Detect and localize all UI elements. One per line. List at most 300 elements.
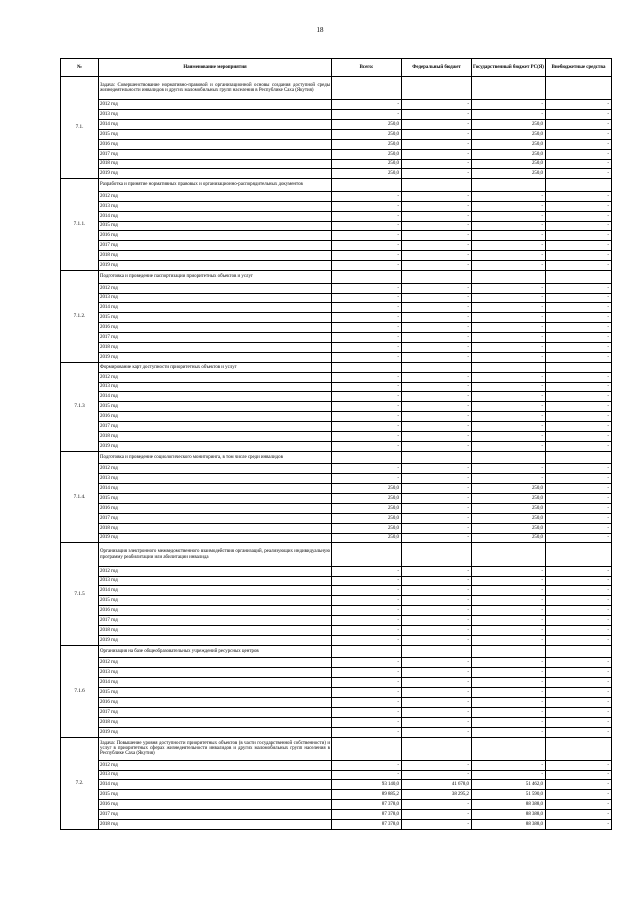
table-row (61, 800, 612, 810)
year-cell: 2016 год (99, 606, 332, 616)
empty-cell (402, 451, 472, 464)
extra-cell: - (546, 342, 612, 352)
state-cell: - (472, 626, 546, 636)
total-cell: - (332, 191, 402, 201)
total-cell: 250,0 (332, 149, 402, 159)
table-row (61, 402, 612, 412)
federal-cell: - (402, 474, 472, 484)
year-cell: 2015 год (99, 221, 332, 231)
federal-cell: - (402, 596, 472, 606)
year-cell: 2015 год (99, 790, 332, 800)
total-cell: - (332, 464, 402, 474)
federal-cell: - (402, 668, 472, 678)
state-cell: - (472, 392, 546, 402)
table-row (61, 770, 612, 780)
extra-cell: - (546, 727, 612, 737)
federal-cell: - (402, 241, 472, 251)
total-cell: - (332, 372, 402, 382)
year-cell: 2018 год (99, 342, 332, 352)
total-cell: 250,0 (332, 484, 402, 494)
empty-cell (332, 77, 402, 100)
section-title-row (61, 77, 612, 100)
total-cell: 250,0 (332, 139, 402, 149)
total-cell: 93 140,0 (332, 780, 402, 790)
year-cell: 2012 год (99, 760, 332, 770)
total-cell: - (332, 717, 402, 727)
table-row (61, 372, 612, 382)
year-cell: 2018 год (99, 251, 332, 261)
state-cell: 51 590,0 (472, 790, 546, 800)
extra-cell: - (546, 431, 612, 441)
empty-cell (402, 271, 472, 284)
extra-cell: - (546, 616, 612, 626)
federal-cell: - (402, 626, 472, 636)
year-cell: 2013 год (99, 576, 332, 586)
extra-cell: - (546, 352, 612, 362)
total-cell: - (332, 431, 402, 441)
extra-cell: - (546, 688, 612, 698)
table-row (61, 635, 612, 645)
table-row (61, 576, 612, 586)
total-cell: - (332, 760, 402, 770)
extra-cell: - (546, 697, 612, 707)
year-cell: 2015 год (99, 402, 332, 412)
state-cell: 250,0 (472, 169, 546, 179)
federal-cell: - (402, 717, 472, 727)
total-cell: - (332, 402, 402, 412)
year-cell: 2015 год (99, 688, 332, 698)
empty-cell (332, 737, 402, 760)
year-cell: 2014 год (99, 780, 332, 790)
state-cell: 250,0 (472, 149, 546, 159)
year-cell: 2017 год (99, 333, 332, 343)
year-cell: 2018 год (99, 626, 332, 636)
total-cell: - (332, 333, 402, 343)
extra-cell: - (546, 820, 612, 830)
table-row (61, 100, 612, 110)
state-cell: 250,0 (472, 533, 546, 543)
total-cell: - (332, 303, 402, 313)
total-cell: - (332, 697, 402, 707)
extra-cell: - (546, 586, 612, 596)
federal-cell: - (402, 422, 472, 432)
extra-cell: - (546, 780, 612, 790)
section-title-row (61, 543, 612, 566)
state-cell: 88 388,0 (472, 810, 546, 820)
extra-cell: - (546, 221, 612, 231)
year-cell: 2015 год (99, 494, 332, 504)
year-cell: 2017 год (99, 616, 332, 626)
table-row (61, 201, 612, 211)
federal-cell: - (402, 760, 472, 770)
state-cell: - (472, 412, 546, 422)
total-cell: - (332, 616, 402, 626)
federal-cell: - (402, 323, 472, 333)
state-cell: - (472, 576, 546, 586)
state-cell: - (472, 697, 546, 707)
section-title-row (61, 362, 612, 372)
state-cell: - (472, 231, 546, 241)
state-cell: 51 462,0 (472, 780, 546, 790)
state-cell: 250,0 (472, 513, 546, 523)
empty-cell (472, 362, 546, 372)
year-cell: 2017 год (99, 810, 332, 820)
state-cell: 250,0 (472, 139, 546, 149)
table-row (61, 717, 612, 727)
empty-cell (472, 737, 546, 760)
state-cell: - (472, 402, 546, 412)
year-cell: 2014 год (99, 211, 332, 221)
extra-cell: - (546, 707, 612, 717)
empty-cell (402, 77, 472, 100)
extra-cell: - (546, 372, 612, 382)
total-cell: - (332, 635, 402, 645)
state-cell: - (472, 211, 546, 221)
state-cell: - (472, 606, 546, 616)
total-cell: - (332, 382, 402, 392)
total-cell: - (332, 441, 402, 451)
total-cell: - (332, 688, 402, 698)
federal-cell: - (402, 658, 472, 668)
state-cell: - (472, 658, 546, 668)
federal-cell: - (402, 464, 472, 474)
empty-cell (472, 179, 546, 192)
state-cell: - (472, 283, 546, 293)
empty-cell (546, 451, 612, 464)
extra-cell: - (546, 441, 612, 451)
total-cell: - (332, 110, 402, 120)
federal-cell: - (402, 441, 472, 451)
total-cell: - (332, 422, 402, 432)
section-number: 7.2. (61, 737, 99, 829)
table-row (61, 464, 612, 474)
empty-cell (546, 179, 612, 192)
table-row (61, 303, 612, 313)
total-cell: 89 885,2 (332, 790, 402, 800)
extra-cell: - (546, 422, 612, 432)
year-cell: 2013 год (99, 201, 332, 211)
total-cell: - (332, 668, 402, 678)
federal-cell: - (402, 129, 472, 139)
table-row (61, 129, 612, 139)
table-row (61, 342, 612, 352)
empty-cell (332, 362, 402, 372)
year-cell: 2016 год (99, 139, 332, 149)
table-row (61, 513, 612, 523)
year-cell: 2015 год (99, 596, 332, 606)
state-cell: - (472, 342, 546, 352)
total-cell: - (332, 586, 402, 596)
federal-cell: - (402, 251, 472, 261)
table-row (61, 697, 612, 707)
state-cell: - (472, 352, 546, 362)
header-no: № (61, 59, 99, 77)
total-cell: - (332, 412, 402, 422)
table-row (61, 261, 612, 271)
year-cell: 2012 год (99, 464, 332, 474)
extra-cell: - (546, 251, 612, 261)
year-cell: 2013 год (99, 770, 332, 780)
table-row (61, 566, 612, 576)
year-cell: 2014 год (99, 678, 332, 688)
extra-cell: - (546, 717, 612, 727)
total-cell: - (332, 201, 402, 211)
state-cell: 250,0 (472, 129, 546, 139)
federal-cell: - (402, 313, 472, 323)
year-cell: 2013 год (99, 293, 332, 303)
table-row (61, 820, 612, 830)
header-federal: Федеральный бюджет (402, 59, 472, 77)
federal-cell: 41 678,0 (402, 780, 472, 790)
state-cell: - (472, 566, 546, 576)
federal-cell: - (402, 211, 472, 221)
year-cell: 2017 год (99, 513, 332, 523)
header-state: Государственный бюджет РС(Я) (472, 59, 546, 77)
extra-cell: - (546, 313, 612, 323)
extra-cell: - (546, 283, 612, 293)
federal-cell: - (402, 352, 472, 362)
year-cell: 2013 год (99, 668, 332, 678)
table-row (61, 241, 612, 251)
section-title: Организация на базе общеобразовательных учреждений ресурсных центров (99, 645, 332, 658)
year-cell: 2016 год (99, 503, 332, 513)
section-title-row (61, 271, 612, 284)
total-cell: - (332, 261, 402, 271)
total-cell: - (332, 606, 402, 616)
extra-cell: - (546, 626, 612, 636)
state-cell: - (472, 464, 546, 474)
total-cell: - (332, 313, 402, 323)
extra-cell: - (546, 201, 612, 211)
table-row (61, 523, 612, 533)
federal-cell: - (402, 494, 472, 504)
table-row (61, 780, 612, 790)
header-extra: Внебюджетные средства (546, 59, 612, 77)
extra-cell: - (546, 149, 612, 159)
federal-cell: - (402, 221, 472, 231)
federal-cell: - (402, 727, 472, 737)
federal-cell: - (402, 576, 472, 586)
year-cell: 2016 год (99, 323, 332, 333)
table-row (61, 533, 612, 543)
table-row (61, 352, 612, 362)
table-row (61, 616, 612, 626)
total-cell: 87 378,0 (332, 800, 402, 810)
table-row (61, 484, 612, 494)
state-cell: 250,0 (472, 494, 546, 504)
federal-cell: - (402, 635, 472, 645)
federal-cell: - (402, 800, 472, 810)
table-row (61, 119, 612, 129)
extra-cell: - (546, 191, 612, 201)
total-cell: - (332, 658, 402, 668)
year-cell: 2014 год (99, 119, 332, 129)
empty-cell (546, 271, 612, 284)
state-cell: - (472, 616, 546, 626)
table-row (61, 790, 612, 800)
extra-cell: - (546, 293, 612, 303)
empty-cell (472, 77, 546, 100)
extra-cell: - (546, 474, 612, 484)
total-cell: 250,0 (332, 523, 402, 533)
year-cell: 2012 год (99, 566, 332, 576)
federal-cell: - (402, 513, 472, 523)
state-cell: 250,0 (472, 503, 546, 513)
empty-cell (472, 543, 546, 566)
extra-cell: - (546, 241, 612, 251)
total-cell: - (332, 678, 402, 688)
section-number: 7.1.3 (61, 362, 99, 451)
year-cell: 2014 год (99, 303, 332, 313)
federal-cell: - (402, 261, 472, 271)
total-cell: - (332, 241, 402, 251)
state-cell: - (472, 474, 546, 484)
table-row (61, 494, 612, 504)
section-title: Разработка и принятие нормативных правовых и организационно-распорядительных документов (99, 179, 332, 192)
federal-cell: - (402, 606, 472, 616)
table-row (61, 810, 612, 820)
total-cell: 250,0 (332, 169, 402, 179)
extra-cell: - (546, 800, 612, 810)
table-row (61, 191, 612, 201)
federal-cell: - (402, 431, 472, 441)
total-cell: 250,0 (332, 513, 402, 523)
federal-cell: - (402, 100, 472, 110)
year-cell: 2019 год (99, 441, 332, 451)
federal-cell: - (402, 566, 472, 576)
total-cell: - (332, 770, 402, 780)
federal-cell: - (402, 810, 472, 820)
year-cell: 2015 год (99, 129, 332, 139)
year-cell: 2016 год (99, 697, 332, 707)
extra-cell: - (546, 635, 612, 645)
section-number: 7.1.5 (61, 543, 99, 645)
federal-cell: - (402, 342, 472, 352)
total-cell: 250,0 (332, 494, 402, 504)
table-row (61, 474, 612, 484)
budget-table (60, 58, 612, 830)
year-cell: 2014 год (99, 484, 332, 494)
extra-cell: - (546, 760, 612, 770)
table-row (61, 727, 612, 737)
table-row (61, 412, 612, 422)
page-number: 18 (316, 26, 324, 34)
year-cell: 2018 год (99, 431, 332, 441)
state-cell: - (472, 770, 546, 780)
year-cell: 2018 год (99, 820, 332, 830)
state-cell: - (472, 382, 546, 392)
table-row (61, 159, 612, 169)
year-cell: 2012 год (99, 658, 332, 668)
table-row (61, 431, 612, 441)
section-number: 7.1. (61, 77, 99, 179)
year-cell: 2014 год (99, 586, 332, 596)
state-cell: - (472, 333, 546, 343)
table-body (61, 77, 612, 830)
extra-cell: - (546, 261, 612, 271)
state-cell: - (472, 313, 546, 323)
year-cell: 2018 год (99, 717, 332, 727)
federal-cell: - (402, 523, 472, 533)
year-cell: 2013 год (99, 382, 332, 392)
federal-cell: - (402, 119, 472, 129)
federal-cell: - (402, 159, 472, 169)
state-cell: - (472, 221, 546, 231)
total-cell: 87 378,0 (332, 810, 402, 820)
table-row (61, 169, 612, 179)
year-cell: 2016 год (99, 800, 332, 810)
header-total: Всего: (332, 59, 402, 77)
state-cell: - (472, 688, 546, 698)
state-cell: - (472, 261, 546, 271)
empty-cell (332, 645, 402, 658)
total-cell: 250,0 (332, 119, 402, 129)
empty-cell (402, 179, 472, 192)
year-cell: 2017 год (99, 422, 332, 432)
extra-cell: - (546, 770, 612, 780)
table-row (61, 323, 612, 333)
extra-cell: - (546, 333, 612, 343)
table-row (61, 626, 612, 636)
state-cell: - (472, 241, 546, 251)
total-cell: - (332, 392, 402, 402)
empty-cell (546, 362, 612, 372)
extra-cell: - (546, 596, 612, 606)
extra-cell: - (546, 503, 612, 513)
state-cell: 250,0 (472, 523, 546, 533)
total-cell: - (332, 100, 402, 110)
year-cell: 2014 год (99, 392, 332, 402)
state-cell: - (472, 431, 546, 441)
empty-cell (332, 543, 402, 566)
empty-cell (332, 451, 402, 464)
table-row (61, 221, 612, 231)
state-cell: - (472, 201, 546, 211)
total-cell: - (332, 566, 402, 576)
table-header-row (61, 59, 612, 77)
empty-cell (546, 543, 612, 566)
total-cell: - (332, 707, 402, 717)
table-row (61, 596, 612, 606)
year-cell: 2019 год (99, 727, 332, 737)
extra-cell: - (546, 412, 612, 422)
federal-cell: - (402, 484, 472, 494)
extra-cell: - (546, 790, 612, 800)
section-title-row (61, 179, 612, 192)
empty-cell (402, 737, 472, 760)
extra-cell: - (546, 566, 612, 576)
table-row (61, 392, 612, 402)
state-cell: 250,0 (472, 119, 546, 129)
year-cell: 2012 год (99, 191, 332, 201)
state-cell: - (472, 668, 546, 678)
total-cell: 87 378,0 (332, 820, 402, 830)
section-title: Формирование карт доступности приоритетных объектов и услуг (99, 362, 332, 372)
extra-cell: - (546, 484, 612, 494)
federal-cell: - (402, 697, 472, 707)
empty-cell (546, 645, 612, 658)
total-cell: - (332, 293, 402, 303)
federal-cell: - (402, 139, 472, 149)
extra-cell: - (546, 211, 612, 221)
total-cell: - (332, 474, 402, 484)
state-cell: 88 388,0 (472, 820, 546, 830)
table-row (61, 333, 612, 343)
year-cell: 2012 год (99, 372, 332, 382)
total-cell: - (332, 626, 402, 636)
federal-cell: - (402, 678, 472, 688)
extra-cell: - (546, 658, 612, 668)
